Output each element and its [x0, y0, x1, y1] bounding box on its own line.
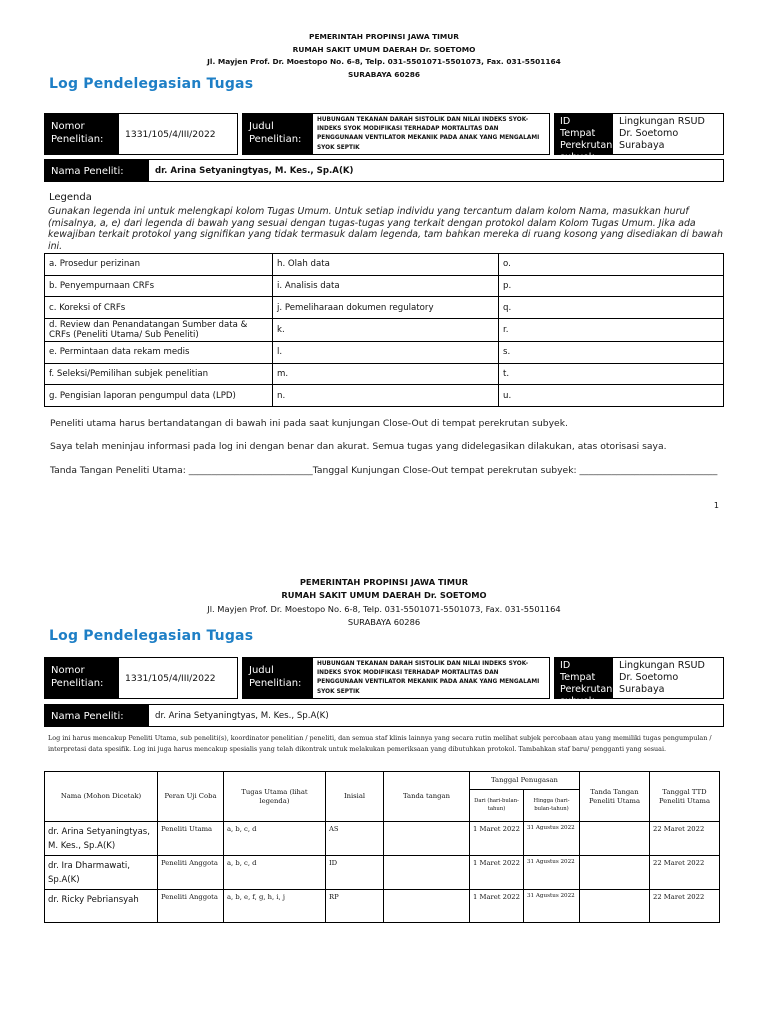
table-cell: e. Permintaan data rekam medis	[45, 342, 273, 364]
col-header-peran: Peran Uji Coba	[158, 772, 224, 822]
cell-tugas: a, b, c, d	[224, 856, 326, 890]
cell-tgl-ttd: 22 Maret 2022	[650, 822, 720, 856]
header-line-4: SURABAYA 60286	[347, 69, 421, 79]
header-line-3: Jl. Mayjen Prof. Dr. Moestopo No. 6-8, Telp. 031-5501071-5501073, Fax. 031-5501164	[207, 603, 561, 614]
header-line-1: PEMERINTAH PROPINSI JAWA TIMUR	[309, 32, 459, 41]
table-row	[45, 890, 720, 923]
cell-inisial: RP	[326, 890, 384, 923]
col-header-ttd-pu: Tanda Tangan Peneliti Utama	[580, 772, 650, 822]
instructions-text: Log ini harus mencakup Peneliti Utama, sub peneliti(s), koordinator penelitian / peneliti, dan semua staf klinis lainnya yang secara rutin melihat subjek percobaan atau yang memiliki tugas pengumpulan / interpretasi data spesifik. Log ini juga harus mencakup spesialis yang telah dikontrak untuk melakukan pemeriksaan yang dibutuhkan protokol. Tambahkan staf baru/ pengganti yang sesuai.	[48, 734, 712, 753]
cell-nama: dr. Arina Setyaningtyas, M. Kes., Sp.A(K)	[45, 822, 158, 856]
cell-dari: 1 Maret 2022	[470, 890, 524, 923]
table-cell: c. Koreksi of CRFs	[45, 297, 273, 319]
table-cell: b. Penyempurnaan CRFs	[45, 275, 273, 297]
col-header-tanda: Tanda tangan	[384, 772, 470, 822]
header-line-4: SURABAYA 60286	[347, 616, 421, 627]
table-cell: i. Analisis data	[273, 275, 499, 297]
table-row	[45, 856, 720, 890]
cell-tugas: a, b, e, f, g, h, i, j	[224, 890, 326, 923]
table-row	[45, 254, 724, 276]
id-tempat-value: Lingkungan RSUD Dr. Soetomo Surabaya	[612, 657, 724, 699]
nomor-value: 1331/105/4/III/2022	[118, 657, 238, 699]
id-tempat-label: ID Tempat Perekrutan subyek:	[554, 113, 612, 155]
legenda-table	[44, 253, 724, 407]
cell-inisial: AS	[326, 822, 384, 856]
table-cell: r.	[499, 319, 724, 342]
cell-hingga: 31 Agustus 2022	[524, 856, 580, 890]
id-tempat-label: ID Tempat Perekrutan subyek:	[554, 657, 612, 699]
peneliti-value: dr. Arina Setyaningtyas, M. Kes., Sp.A(K)	[148, 159, 724, 182]
cell-tanda[interactable]	[384, 856, 470, 890]
id-tempat-value: Lingkungan RSUD Dr. Soetomo Surabaya	[612, 113, 724, 155]
table-row	[45, 342, 724, 364]
table-cell: j. Pemeliharaan dokumen regulatory	[273, 297, 499, 319]
peneliti-label: Nama Peneliti:	[44, 704, 148, 727]
cell-tugas: a, b, c, d	[224, 822, 326, 856]
legenda-text: Gunakan legenda ini untuk melengkapi kolom Tugas Umum. Untuk setiap individu yang tercantum dalam kolom Nama, masukkan huruf (misalnya, a, e) dari legenda di bawah yang sesuai dengan tugas-tugas yang terkait dengan protokol dalam Kolom Tugas Umum. Jika ada kewajiban terkait protokol yang signifikan yang tidak termasuk dalam legenda, tam bahkan mereka di ruang kosong yang disediakan di bawah ini.	[48, 206, 723, 252]
col-header-tugas: Tugas Utama (lihat legenda)	[224, 772, 326, 822]
delegation-table	[44, 771, 720, 923]
cell-nama: dr. Ricky Pebriansyah	[45, 890, 158, 923]
statement-review: Saya telah meninjau informasi pada log ini dengan benar dan akurat. Semua tugas yang didelegasikan dilakukan, atas otorisasi saya.	[50, 441, 667, 452]
signature-line: Tanda Tangan Peneliti Utama: ___________________________Tanggal Kunjungan Close-Out tempat perekrutan subyek: ______________________________	[50, 465, 718, 476]
cell-ttd-pu[interactable]	[580, 890, 650, 923]
cell-peran: Peneliti Utama	[158, 822, 224, 856]
peneliti-label: Nama Peneliti:	[44, 159, 148, 182]
judul-label: Judul Penelitian:	[242, 657, 312, 699]
cell-tanda[interactable]	[384, 822, 470, 856]
cell-peran: Peneliti Anggota	[158, 856, 224, 890]
col-header-hingga: Hingga (hari-bulan-tahun)	[524, 790, 580, 822]
cell-nama: dr. Ira Dharmawati, Sp.A(K)	[45, 856, 158, 890]
table-cell: o.	[499, 254, 724, 276]
statement-signature-instruction: Peneliti utama harus bertandatangan di bawah ini pada saat kunjungan Close-Out di tempat perekrutan subyek.	[50, 418, 568, 429]
table-cell: p.	[499, 275, 724, 297]
table-cell: g. Pengisian laporan pengumpul data (LPD)	[45, 385, 273, 407]
research-meta-row	[44, 113, 724, 163]
judul-value: HUBUNGAN TEKANAN DARAH SISTOLIK DAN NILAI INDEKS SYOK-INDEKS SYOK MODIFIKASI TERHADAP MORTALITAS DAN PENGGUNAAN VENTILATOR MEKANIK PADA ANAK YANG MENGALAMI SYOK SEPTIK	[312, 657, 550, 699]
table-row	[45, 297, 724, 319]
table-header-row	[45, 772, 720, 790]
legenda-heading: Legenda	[49, 192, 92, 203]
col-header-nama: Nama (Mohon Dicetak)	[45, 772, 158, 822]
cell-hingga: 31 Agustus 2022	[524, 890, 580, 923]
peneliti-row	[44, 159, 724, 182]
header-line-2: RUMAH SAKIT UMUM DAERAH Dr. SOETOMO	[281, 590, 487, 601]
table-cell: f. Seleksi/Pemilihan subjek penelitian	[45, 363, 273, 385]
table-cell: u.	[499, 385, 724, 407]
cell-tgl-ttd: 22 Maret 2022	[650, 890, 720, 923]
table-cell: t.	[499, 363, 724, 385]
header-line-3: Jl. Mayjen Prof. Dr. Moestopo No. 6-8, Telp. 031-5501071-5501073, Fax. 031-5501164	[207, 57, 561, 67]
nomor-label: Nomor Penelitian:	[44, 657, 118, 699]
judul-label: Judul Penelitian:	[242, 113, 312, 155]
document-title: Log Pendelegasian Tugas	[49, 628, 254, 644]
cell-dari: 1 Maret 2022	[470, 822, 524, 856]
cell-ttd-pu[interactable]	[580, 822, 650, 856]
header-line-1: PEMERINTAH PROPINSI JAWA TIMUR	[299, 577, 469, 587]
table-cell: s.	[499, 342, 724, 364]
table-cell: k.	[273, 319, 499, 342]
table-cell: d. Review dan Penandatangan Sumber data & CRFs (Peneliti Utama/ Sub Peneliti)	[45, 319, 273, 342]
cell-ttd-pu[interactable]	[580, 856, 650, 890]
table-row	[45, 822, 720, 856]
col-header-dari: Dari (hari-bulan-tahun)	[470, 790, 524, 822]
document-page-2	[0, 545, 768, 1024]
cell-inisial: ID	[326, 856, 384, 890]
header-line-2: RUMAH SAKIT UMUM DAERAH Dr. SOETOMO	[292, 44, 476, 54]
nomor-value: 1331/105/4/III/2022	[118, 113, 238, 155]
cell-hingga: 31 Agustus 2022	[524, 822, 580, 856]
page-number: 1	[713, 501, 719, 510]
cell-dari: 1 Maret 2022	[470, 856, 524, 890]
table-row	[45, 363, 724, 385]
col-header-tanggal: Tanggal Penugasan	[470, 772, 580, 790]
cell-tanda[interactable]	[384, 890, 470, 923]
col-header-tgl-ttd: Tanggal TTD Peneliti Utama	[650, 772, 720, 822]
table-cell: l.	[273, 342, 499, 364]
judul-value: HUBUNGAN TEKANAN DARAH SISTOLIK DAN NILAI INDEKS SYOK-INDEKS SYOK MODIFIKASI TERHADAP MORTALITAS DAN PENGGUNAAN VENTILATOR MEKANIK PADA ANAK YANG MENGALAMI SYOK SEPTIK	[312, 113, 550, 155]
nomor-label: Nomor Penelitian:	[44, 113, 118, 155]
document-title: Log Pendelegasian Tugas	[49, 76, 254, 92]
col-header-inisial: Inisial	[326, 772, 384, 822]
table-cell: n.	[273, 385, 499, 407]
table-cell: h. Olah data	[273, 254, 499, 276]
table-cell: m.	[273, 363, 499, 385]
cell-peran: Peneliti Anggota	[158, 890, 224, 923]
table-row	[45, 275, 724, 297]
table-cell: a. Prosedur perizinan	[45, 254, 273, 276]
table-row	[45, 319, 724, 342]
table-row	[45, 385, 724, 407]
table-cell: q.	[499, 297, 724, 319]
cell-tgl-ttd: 22 Maret 2022	[650, 856, 720, 890]
institution-header	[0, 545, 768, 629]
research-meta-row	[44, 657, 724, 707]
peneliti-row	[44, 704, 724, 727]
peneliti-value: dr. Arina Setyaningtyas, M. Kes., Sp.A(K)	[148, 704, 724, 727]
institution-header	[0, 0, 768, 81]
